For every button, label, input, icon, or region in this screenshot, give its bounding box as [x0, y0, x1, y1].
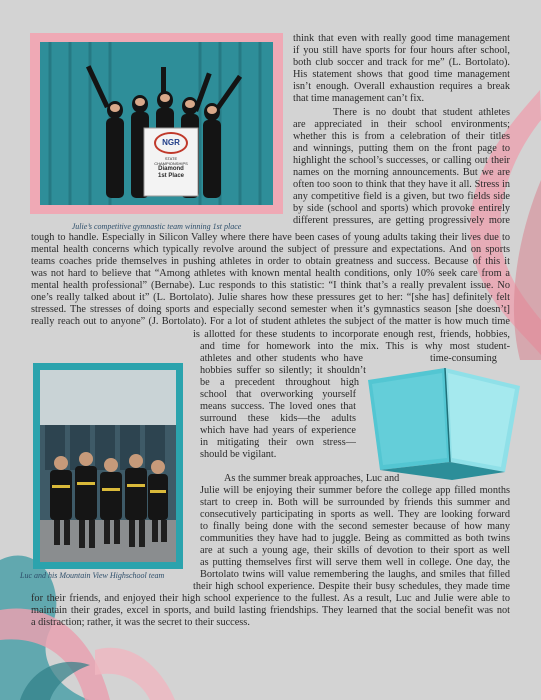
- article-line: which have had years of experience: [200, 425, 356, 436]
- article-line: whether this is from a celebration of their titles: [293, 131, 510, 142]
- sign-line-4: 1st Place: [157, 173, 185, 179]
- article-line: mental health professional” (Bernabe). Luc responds to this statistic: “I think that’s a really prevalent issue. No: [31, 280, 510, 291]
- article-line: and winnings, putting them on the front page to: [293, 143, 510, 154]
- article-line: Bortolato twins will value remembering the laughs, and smiles that filled: [200, 569, 510, 580]
- article-line: mental health concerns which typically revolve around the subject of pressure and expectations. And on sports: [31, 244, 510, 255]
- article-line: one’s really talked about it” (L. Bortolato). Julie shares how these pressures get to her: “[she has] definitely felt: [31, 292, 510, 303]
- gymnastics-team-photo: [40, 42, 273, 205]
- article-line: as putting themselves first will serve them well in college. One day, the: [200, 557, 510, 568]
- article-line: school that overworking yourself: [200, 389, 356, 400]
- article-line: often too soon to think that they have it all. Stress in: [293, 179, 510, 190]
- pink-ribbon-right: [514, 180, 541, 360]
- photo2-caption: Luc and his Mountain View Highschool team: [20, 571, 165, 580]
- article-line: communities they have had to juggle. Being as committed as both twins: [200, 533, 510, 544]
- article-line: As the summer break approaches, Luc and: [224, 473, 400, 484]
- article-line: athletes and other students who have: [200, 353, 363, 364]
- article-line: any competitive field is a given, but two fields side: [293, 191, 510, 202]
- article-line: to finally being done with the second semester because of how many: [200, 521, 510, 532]
- article-line: different pressures, are getting progressively more: [293, 215, 510, 226]
- article-line: hobbies suffer so silently; it shouldn’t: [200, 365, 366, 376]
- article-line: Julie will be enjoying their summer before the college app filled months: [200, 485, 510, 496]
- article-line: their high school experience. Despite their busy schedules, they made time: [193, 581, 510, 592]
- article-line: was not hard to believe that “Among athletes with known mental health conditions, only 10% seek care from a: [31, 268, 510, 279]
- article-line: are appreciated in their school environments;: [293, 119, 510, 130]
- ngr-logo: NGR: [154, 132, 188, 154]
- article-line: start to creep in. Both will be surrounded by friends this summer and: [200, 497, 510, 508]
- article-line: There is no doubt that student athletes: [333, 107, 510, 118]
- article-line: should be vigilant.: [200, 449, 277, 460]
- article-line: that time management can’t fix.: [293, 93, 425, 104]
- article-line: think that even with really good time management: [293, 33, 510, 44]
- article-line: surround these kids—the adults: [200, 413, 356, 424]
- sign-line-1: STATE: [164, 156, 178, 161]
- article-line: highlight the school’s successes, or calling out their: [293, 155, 510, 166]
- article-line: really reach out to anyone” (J. Bortolato). For a lot of student athletes the subject of the matter is how much time: [31, 316, 510, 327]
- photo2-frame: [33, 363, 183, 569]
- article-line: a distraction; rather, it was the secret to their success.: [31, 617, 250, 628]
- soccer-team-photo: [40, 370, 176, 562]
- sign-line-2: CHAMPIONSHIPS: [154, 161, 188, 166]
- article-line: maintain their grades, excel in sports, and build lasting friendships. They learned that the social benefit was not: [31, 605, 510, 616]
- article-line: both club soccer and track for me” (L. Bortolato).: [293, 57, 510, 68]
- article-line: names on the morning announcements. But we are: [293, 167, 510, 178]
- article-line: isn’t enough. Overall exhaustion requires a break: [293, 81, 510, 92]
- article-line: be a precedent throughout high: [200, 377, 359, 388]
- article-line: teams coaches pride themselves in pushing athletes in order to obtain greatness and success. Because of this it: [31, 256, 510, 267]
- article-line: means success. The loved ones that: [200, 401, 356, 412]
- article-line: consecutively participating in sports as well. They are looking forward: [200, 509, 510, 520]
- photo1-caption: Julie’s competitive gymnastic team winning 1st place: [71, 222, 242, 231]
- championship-sign: [144, 128, 198, 196]
- article-line: His statement shows that good time management: [293, 69, 510, 80]
- article-line: if you still have sports for four hours after school,: [293, 45, 510, 56]
- open-book-illustration: [368, 368, 520, 480]
- article-line: stressed. The stresses of doing sports and especially second semester when it’s gymnastics season [she doesn’t]: [31, 304, 510, 315]
- sign-line-3: Diamond: [158, 166, 184, 172]
- article-line: time-consuming: [430, 353, 497, 364]
- article-line: tough to handle. Especially in Silicon Valley where there have been cases of young adults taking their lives due to: [31, 232, 510, 243]
- article-line: are at such a young age, their skills of devotion to their sport as well: [200, 545, 510, 556]
- article-line: and time for homework into the mix. This is why most student-: [200, 341, 510, 352]
- article-line: is allotted for these students to incorporate enough rest, friends, hobbies,: [193, 329, 510, 340]
- photo1-frame: [30, 33, 283, 214]
- article-line: for their friends, and enjoyed their high school experience to the fullest. As a result, Luc and Julie were able to: [31, 593, 510, 604]
- article-line: in mitigating their own stress—: [200, 437, 356, 448]
- article-line: by side (school and sports) which provoke entirely: [293, 203, 510, 214]
